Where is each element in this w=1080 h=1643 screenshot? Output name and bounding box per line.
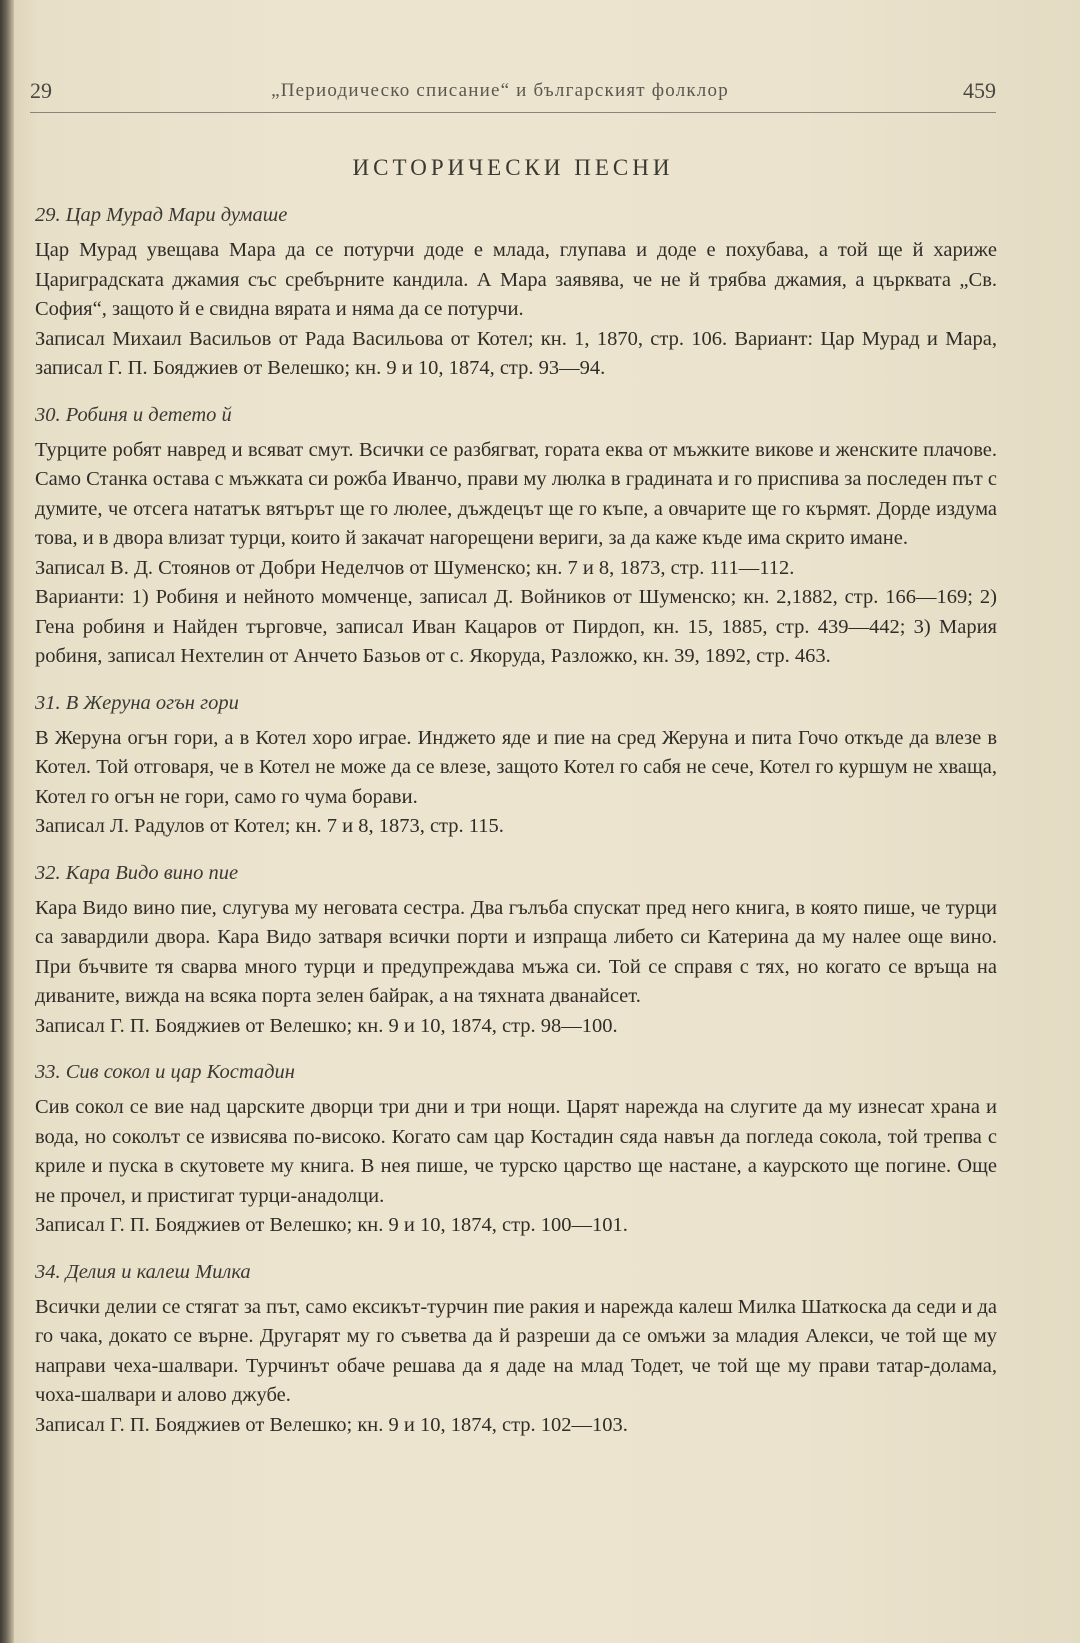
song-summary: Всички делии се стягат за път, само ексикът-турчин пие ракия и нарежда калеш Милка Шаткоска да седи и да го чака, докато се върне. Другарят му го съветва да й разреши да се омъжи за младия Алекси, че той ще му направи чеха-шалвари. Турчинът обаче решава да я даде на млад Тодет, че той ще му прави татар-долама, чоха-шалвари и алово джубе. (35, 1295, 997, 1406)
song-entry (35, 1057, 997, 1241)
page-number-left: 29 (30, 78, 52, 103)
song-summary: Цар Мурад увещава Мара да се потурчи доде е млада, глупава и доде е похубава, а той ще й харижe Цариградската джамия със сребърните кандила. А Мара заявява, че не й трябва джамия, а църквата „Св. София“, защото й е свидна вярата и няма да се потурчи. (35, 239, 997, 320)
song-title: 31. В Жеруна огън гори (35, 691, 239, 714)
section-title: ИСТОРИЧЕСКИ ПЕСНИ (352, 155, 674, 180)
source-note: Записал Г. П. Бояджиев от Велешко; кн. 9 и 10, 1874, стр. 100—101. (35, 1214, 628, 1236)
song-entry (35, 400, 997, 672)
source-note: Записал Г. П. Бояджиев от Велешко; кн. 9 и 10, 1874, стр. 98—100. (35, 1014, 618, 1037)
song-summary: В Жеруна огън гори, а в Котел хоро играе. Инджето яде и пие на сред Жеруна и пита Гочо откъде да влезе в Котел. Той отговаря, че в Котел не може да се влезе, защото Котел го сабя не сече, Котел го куршум не хваща, Котел го огън не гори, само го чума борави. (35, 726, 997, 808)
running-title: „Периодическо списание“ и българският фолклор (271, 80, 729, 101)
page-number-right: 459 (963, 78, 996, 103)
song-title: 34. Делия и калеш Милка (35, 1260, 251, 1283)
song-title: 30. Робиня и детето й (35, 403, 232, 426)
page-binding-edge (0, 0, 14, 1643)
source-note: Записал Михаил Васильов от Рада Васильова от Котел; кн. 1, 1870, стр. 106. Вариант: Цар Мурад и Мара, записал Г. П. Бояджиев от Велешко; кн. 9 и 10, 1874, стр. 93—94. (35, 327, 997, 379)
song-entry (35, 688, 997, 842)
song-entries (35, 200, 997, 1456)
song-title: 33. Сив сокол и цар Костадин (35, 1061, 295, 1083)
source-note: Записал Г. П. Бояджиев от Велешко; кн. 9 и 10, 1874, стр. 102—103. (35, 1413, 628, 1436)
song-entry (35, 858, 997, 1042)
song-summary: Турците робят навред и всяват смут. Всички се разбягват, гората еква от мъжките викове и женските плачове. Само Станка остава с мъжката си рожба Иванчо, прави му люлка в градината и го приспива за последен път с думите, че отсега нататък вятърът ще го люлее, дъждецът ще го къпе, а овчарите ще го кърмят. Дорде издума това, и в двора влизат турци, които й закачат нагорещени вериги, за да каже къде има скрито имане. (35, 438, 997, 549)
variants-note: Варианти: 1) Робиня и нейното момченце, записал Д. Войников от Шуменско; кн. 2,1882, стр. 166—169; 2) Гена робиня и Найден търговче, записал Иван Кацаров от Пирдоп, кн. 15, 1885, стр. 439—442; 3) Мария робиня, записал Нехтелин от Анчето Базьов от с. Якоруда, Разложко, кн. 39, 1892, стр. 463. (35, 586, 997, 667)
song-summary: Кара Видо вино пие, слугува му неговата сестра. Два гълъба спускат пред него книга, в която пише, че турци са завардили двора. Кара Видо затваря всички порти и изпраща либето си Катерина да му налее още вино. При бъчвите тя сварва много турци и предупреждава мъжа си. Той се справя с тях, но когато се връща на диваните, вижда на всяка порта зелен байрак, а на тяхната дванайсет. (35, 896, 997, 1007)
source-note: Записал В. Д. Стоянов от Добри Неделчов от Шуменско; кн. 7 и 8, 1873, стр. 111—112. (35, 556, 795, 579)
source-note: Записал Л. Радулов от Котел; кн. 7 и 8, 1873, стр. 115. (35, 815, 504, 837)
song-entry (35, 1257, 997, 1441)
running-head (30, 78, 996, 112)
song-entry (35, 200, 997, 384)
header-rule (30, 112, 996, 113)
song-title: 32. Кара Видо вино пие (35, 861, 239, 884)
song-summary: Сив сокол се вие над царските дворци три дни и три нощи. Царят нарежда на слугите да му изнесат храна и вода, но соколът се извисява по-високо. Когато сам цар Костадин сяда навън да погледа сокола, той трепва с криле и пуска в скутовете му книга. В нея пише, че турско царство ще настане, а каурското ще погине. Още не прочел, и пристигат турци-анадолци. (35, 1096, 997, 1207)
song-title: 29. Цар Мурад Мари думаше (35, 204, 288, 226)
